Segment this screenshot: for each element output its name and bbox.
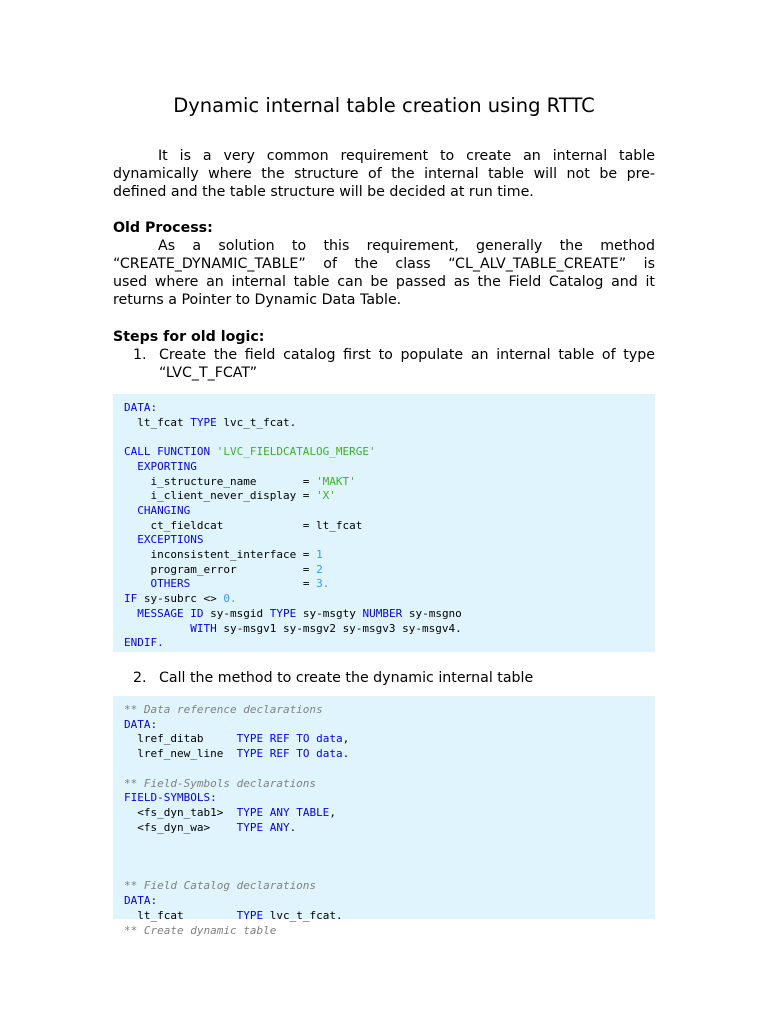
code-token: lref_new_line — [124, 747, 237, 761]
code-line — [124, 924, 276, 937]
code-token: i_structure_name = — [124, 474, 317, 488]
code-token: ct_fieldcat = lt_fcat — [124, 518, 363, 532]
code-token — [124, 607, 137, 620]
code-line — [124, 622, 462, 635]
code-token: 0. — [223, 592, 237, 606]
code-token: lt_fcat — [124, 415, 191, 429]
code-token: TYPE — [269, 606, 297, 620]
code-line — [124, 879, 316, 892]
old-process-line-4: returns a Pointer to Dynamic Data Table. — [113, 292, 402, 308]
code-token: NUMBER — [362, 606, 403, 620]
code-block-2 — [113, 696, 655, 937]
code-token — [124, 460, 137, 473]
old-process-line-3: used where an internal table can be passed as the Field Catalog and it — [113, 274, 655, 290]
step-1-line-1: Create the field catalog first to populate an internal table of type — [159, 347, 655, 363]
code-token: inconsistent_interface = — [124, 548, 317, 562]
code-token: sy-msgno — [402, 606, 462, 620]
code-token: sy-subrc <> — [137, 592, 224, 606]
code-token: WITH — [190, 621, 217, 635]
code-token: sy-msgid — [203, 606, 270, 620]
code-block-2-content — [113, 696, 655, 938]
code-line — [124, 607, 462, 620]
code-block-1 — [113, 394, 655, 652]
code-line — [124, 747, 349, 760]
code-token: , — [342, 732, 350, 746]
page-title: Dynamic internal table creation using RTTC — [173, 94, 595, 117]
code-line — [124, 416, 296, 429]
code-token: ** Data reference declarations — [124, 703, 323, 716]
code-token: <fs_dyn_tab1> — [124, 805, 237, 819]
code-line — [124, 909, 343, 922]
code-token: CHANGING — [137, 503, 191, 517]
list-item-step-1 — [113, 346, 655, 382]
code-token: data — [316, 732, 343, 746]
code-line — [124, 791, 217, 804]
old-process-paragraph — [113, 237, 655, 309]
code-token: <fs_dyn_wa> — [124, 820, 237, 834]
code-line — [124, 806, 336, 819]
code-line — [124, 821, 296, 834]
code-token: TYPE REF TO — [236, 732, 310, 746]
code-token: TYPE — [190, 415, 217, 429]
code-line — [124, 703, 323, 716]
code-token: EXPORTING — [137, 459, 197, 473]
code-token: OTHERS — [150, 577, 191, 591]
code-token: DATA: — [124, 717, 158, 731]
code-token: program_error = — [124, 562, 317, 576]
code-token: TYPE ANY TABLE — [236, 805, 330, 819]
code-token: CALL FUNCTION — [124, 445, 211, 459]
code-line — [124, 777, 316, 790]
step-1-line-2: “LVC_T_FCAT” — [159, 365, 258, 381]
code-token: 2 — [316, 562, 323, 576]
intro-line-3: defined and the table structure will be decided at run time. — [113, 184, 534, 200]
code-block-1-content — [113, 394, 655, 651]
code-token: ** Create dynamic table — [124, 923, 277, 937]
code-line — [124, 592, 237, 605]
step-2-number: 2. — [133, 670, 147, 686]
code-token: IF — [124, 592, 138, 606]
code-line — [124, 533, 203, 546]
code-line — [124, 445, 376, 458]
code-line — [124, 489, 336, 502]
code-token: ** Field-Symbols declarations — [124, 776, 317, 790]
code-token: sy-msgv1 sy-msgv2 sy-msgv3 sy-msgv4. — [216, 621, 462, 635]
intro-paragraph — [113, 147, 655, 201]
code-line — [124, 548, 323, 561]
code-line — [124, 519, 362, 532]
code-token: EXCEPTIONS — [137, 533, 204, 547]
step-2-line-1: Call the method to create the dynamic internal table — [159, 670, 534, 686]
code-token: , — [329, 805, 336, 819]
code-token: . — [289, 820, 297, 834]
code-token: 'MAKT' — [316, 474, 356, 488]
old-process-heading: Old Process: — [113, 220, 213, 236]
code-line — [124, 460, 197, 473]
old-process-line-2: “CREATE_DYNAMIC_TABLE” of the class “CL_ALV_TABLE_CREATE” is — [113, 256, 655, 272]
code-line — [124, 504, 190, 517]
code-line — [124, 894, 157, 907]
code-token — [210, 445, 217, 458]
code-token — [124, 577, 151, 590]
code-token: DATA: — [124, 401, 158, 414]
list-item-step-2 — [113, 669, 655, 687]
code-token: TYPE REF TO — [236, 747, 310, 761]
code-line — [124, 732, 349, 745]
old-process-line-1: As a solution to this requirement, generally the method — [158, 238, 655, 254]
steps-heading: Steps for old logic: — [113, 329, 265, 345]
code-line — [124, 636, 164, 649]
code-token — [124, 622, 190, 635]
code-token: DATA: — [124, 894, 158, 908]
code-token: FIELD-SYMBOLS: — [124, 791, 217, 805]
code-token: data — [316, 747, 343, 761]
code-token: lt_fcat — [124, 908, 237, 922]
code-token — [124, 533, 137, 546]
code-token: = — [190, 577, 317, 591]
code-token: 'X' — [316, 489, 336, 503]
code-token — [124, 504, 137, 517]
code-token: 'LVC_FIELDCATALOG_MERGE' — [216, 445, 376, 459]
code-token: lref_ditab — [124, 732, 237, 746]
code-token: ENDIF. — [124, 636, 164, 650]
code-token: i_client_never_display = — [124, 489, 317, 503]
code-token: lvc_t_fcat. — [263, 908, 343, 922]
code-token: . — [342, 747, 350, 761]
code-token: ** Field Catalog declarations — [124, 879, 317, 893]
code-line — [124, 401, 157, 414]
code-line — [124, 577, 329, 590]
code-token: sy-msgty — [296, 606, 363, 620]
code-line — [124, 718, 157, 731]
intro-line-1: It is a very common requirement to create an internal table — [158, 148, 655, 164]
code-line — [124, 475, 356, 488]
code-token: TYPE — [236, 908, 264, 922]
code-token: lvc_t_fcat. — [216, 415, 297, 429]
code-token: TYPE ANY — [236, 820, 290, 834]
intro-line-2: dynamically where the structure of the internal table will not be pre- — [113, 166, 655, 182]
step-1-number: 1. — [133, 347, 147, 363]
code-token: 1 — [316, 548, 323, 562]
code-token: MESSAGE ID — [137, 606, 204, 620]
code-token: 3. — [316, 577, 330, 591]
code-line — [124, 563, 323, 576]
